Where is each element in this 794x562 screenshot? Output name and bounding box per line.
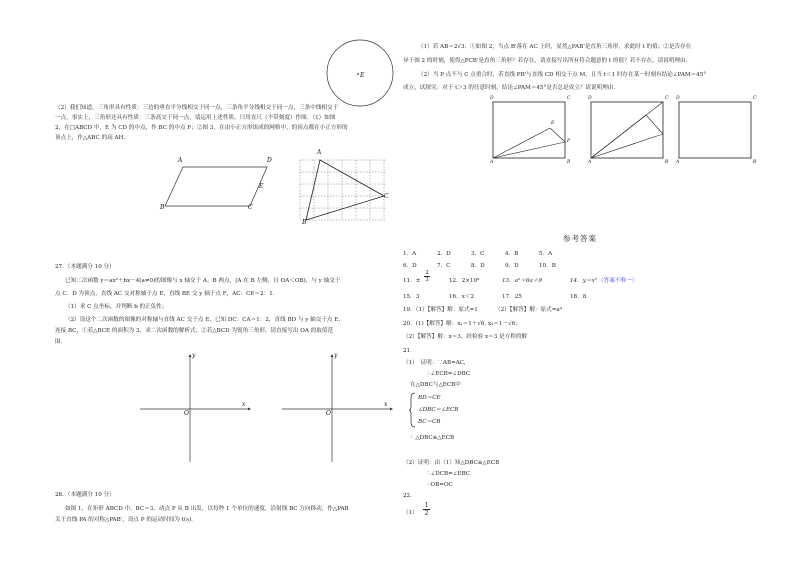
answer-20-1: 20．(1)【解答】解：x₁＝1＋√6, x₂＝1－√6； <box>403 321 521 327</box>
q27-line-3: （1）求 C 点坐标，并判断 b 的正负性； <box>65 304 168 310</box>
q28-cont-line-1: （1）若 AB＝2√3．①如图 2，当点 B'落在 AC 上时，显然△PAB'是直角三角形，求此时 t 的值；②是否存在 <box>418 44 692 50</box>
answer-21-system-2: ∠DBC＝∠ECB <box>418 407 459 413</box>
q27-line-2: 点 C．D 为顶点，直线 AC 交对称轴于点 E，直线 BE 交 y 轴于点 F，AC：CE＝2：1． <box>55 291 279 297</box>
r1-label-c: C <box>567 96 571 101</box>
answer-22-line-1: （1） <box>403 510 418 516</box>
fill-14-note: （答案不唯一） <box>598 278 638 284</box>
q28-cont-line-4: 成立，试探究：对于 t＞3 的任意时刻，结论∠PAM＝45°是否总是成立？请说明理由． <box>403 85 619 91</box>
r2-label-d: D <box>588 96 592 101</box>
fill-11-denominator: 3 <box>425 277 429 283</box>
axes1-label-x: x <box>242 401 246 408</box>
mc-10: 10．B <box>539 263 556 269</box>
mc-4: 4．B <box>505 251 519 257</box>
answer-21-header: 21． <box>403 348 416 354</box>
answer-22-denominator: 2 <box>424 510 429 517</box>
answer-19-2: （2）【解答】解：原式=a⁴ <box>495 307 562 313</box>
r3-label-b: B <box>753 160 757 165</box>
r1-label-d: D <box>490 96 494 101</box>
q27-line-4: （2）设这个二次函数的图像的对称轴与直线 AC 交于点 E，已知 DC：CA＝1：2，直线 BD 与 y 轴交于点 E， <box>65 317 344 323</box>
mc-5: 5．A <box>539 251 553 257</box>
grid-label-b: B <box>302 219 307 226</box>
para-label-c: C <box>248 204 253 211</box>
axes-figure-1 <box>140 352 252 464</box>
answer-21-line-4: ∴ △DBC≌△ECB <box>410 435 455 441</box>
axes1-label-o: O <box>184 410 189 417</box>
fill-18: 18．8 <box>570 294 587 300</box>
answer-21-system-1: BD＝CE <box>418 395 441 401</box>
parallelogram-figure <box>160 160 270 216</box>
axes2-label-x: x <box>384 401 388 408</box>
q28-cont-line-2: 异于图 2 的时刻，使得△PCB'是直角三角形？若存在，请直接写出所有符合题意的 t 的值？若不存在，请说明理由． <box>403 58 692 64</box>
r1-label-b: B <box>567 160 571 165</box>
fill-16: 16．x＜2 <box>449 294 475 300</box>
answers-title: 参考答案 <box>563 234 597 243</box>
answer-19-1: 19．（1）【解答】解：原式=1 <box>403 307 478 313</box>
rect-figure-2 <box>588 98 668 162</box>
q27-line-6: 围． <box>55 339 67 345</box>
answer-21-line-6: ∴∠DCB=∠EBC <box>427 471 471 477</box>
q2-line-4: 顶点上，作△ABC 的高 AH． <box>55 135 130 141</box>
q2-line-1: （2）我们知道，三角形具有性质：三边的垂直平分线相交于同一点，三条角平分线相交于同一点，三条中线相交于 <box>55 105 339 111</box>
r2-label-a: A <box>588 160 592 165</box>
mc-3: 3．C <box>471 251 485 257</box>
q27-line-5: 连接 BC，①若△BCE 的面积为 3，求二次函数的解析式；②若△BCD 为锐角三角形，请直接写出 OA 的取值范 <box>55 328 334 334</box>
system-brace <box>409 392 417 428</box>
q28-header: 28．（本题满分 10 分） <box>55 492 115 498</box>
axes2-label-y: y <box>334 352 338 359</box>
r3-label-a: A <box>676 160 680 165</box>
mc-6: 6．D <box>403 263 417 269</box>
para-label-d: D <box>267 157 272 164</box>
grid-figure <box>298 158 388 222</box>
q2-line-3: 2，在□ABCD 中，E 为 CD 的中点，作 BC 的中点 F；②图 3，在由小正方形组成的网格中，的顶点都在小正方形的 <box>55 125 348 131</box>
axes-figure-2 <box>282 352 394 464</box>
fill-13: 13．a²＋6a＋9 <box>502 278 542 284</box>
q2-line-2: 一点，事实上，三角形还具有性质：三条高交于同一点，请运用上述性质，只用直尺（不带刻度）作图．（1）如图 <box>55 115 336 121</box>
r1-label-p: P <box>567 139 571 144</box>
answer-22-numerator: 1 <box>424 502 429 509</box>
fill-12: 12．2×10⁸ <box>449 278 480 284</box>
q27-line-1: 已知二次函数 y＝ax²＋bx－4(a≠0)的图像与 x 轴交于 A、B 两点，(A 在 B 左侧，且 OA＜OB)，与 y 轴交于 <box>65 278 341 284</box>
r2-label-b: B <box>665 160 669 165</box>
fill-14: 14．y＝x² <box>570 278 597 284</box>
para-label-e: E <box>259 183 264 190</box>
grid-label-a: A <box>317 149 322 156</box>
answer-22-header: 22． <box>403 493 416 499</box>
rect-figure-1 <box>490 98 570 162</box>
fill-11-numerator: 2 <box>425 270 429 276</box>
axes2-label-o: O <box>326 410 331 417</box>
answer-21-line-2: ∴∠ECB=∠DBC <box>427 371 471 377</box>
grid-label-c: C <box>384 193 389 200</box>
fill-17: 17．25 <box>502 294 522 300</box>
q27-header: 27．（本题满分 10 分） <box>55 264 115 270</box>
answer-21-system-3: BC＝CB <box>418 419 441 425</box>
fill-11: 11．± <box>403 278 421 284</box>
q28-line-2: 关于直线 PA 的对称△PAB'，设点 P 的运动时间为 t(s)． <box>55 517 197 523</box>
answer-21-line-5: （2）证明：由（1）知△DBC≌△ECB <box>403 460 500 466</box>
mc-1: 1．A <box>403 251 417 257</box>
q28-line-1: 如图 1，在矩形 ABCD 中，BC＝3，动点 P 从 B 出发，以每秒 1 个单位的速度，沿射线 BC 方向移动，作△PAB <box>65 506 349 512</box>
mc-9: 9．D <box>505 263 519 269</box>
answer-20-2: （2）【解答】解：x＝3，经检验 x＝3 是方程的解 <box>403 334 528 340</box>
answer-21-line-3: 在△DBC与△ECB中 <box>410 382 461 388</box>
answer-21-line-1: （1） 证明：∵AB=AC, <box>403 360 466 366</box>
r2-label-c: C <box>665 96 669 101</box>
answer-22-fraction <box>423 502 430 517</box>
r1-label-e: E <box>551 121 555 126</box>
r3-label-c: C <box>753 96 757 101</box>
r3-label-d: D <box>676 96 680 101</box>
q28-cont-line-3: （2）当 P 点不与 C 点重合时，若直线 PB'与直线 CD 相交于点 M，且当 t＜1 时存在某一时刻有结论∠PAM＝45° <box>418 72 707 78</box>
mc-2: 2．D <box>437 251 451 257</box>
mc-7: 7．C <box>437 263 451 269</box>
mc-8: 8．D <box>471 263 485 269</box>
fill-11-fraction <box>424 270 430 283</box>
answer-21-line-7: ∴OB=OC <box>427 482 453 488</box>
axes1-label-y: y <box>192 352 196 359</box>
para-label-b: B <box>160 204 165 211</box>
rect-figure-3 <box>676 98 756 162</box>
circle-label-e: E <box>360 72 365 79</box>
para-label-a: A <box>178 157 183 164</box>
r1-label-a: A <box>490 160 494 165</box>
fill-15: 15．3 <box>403 294 420 300</box>
